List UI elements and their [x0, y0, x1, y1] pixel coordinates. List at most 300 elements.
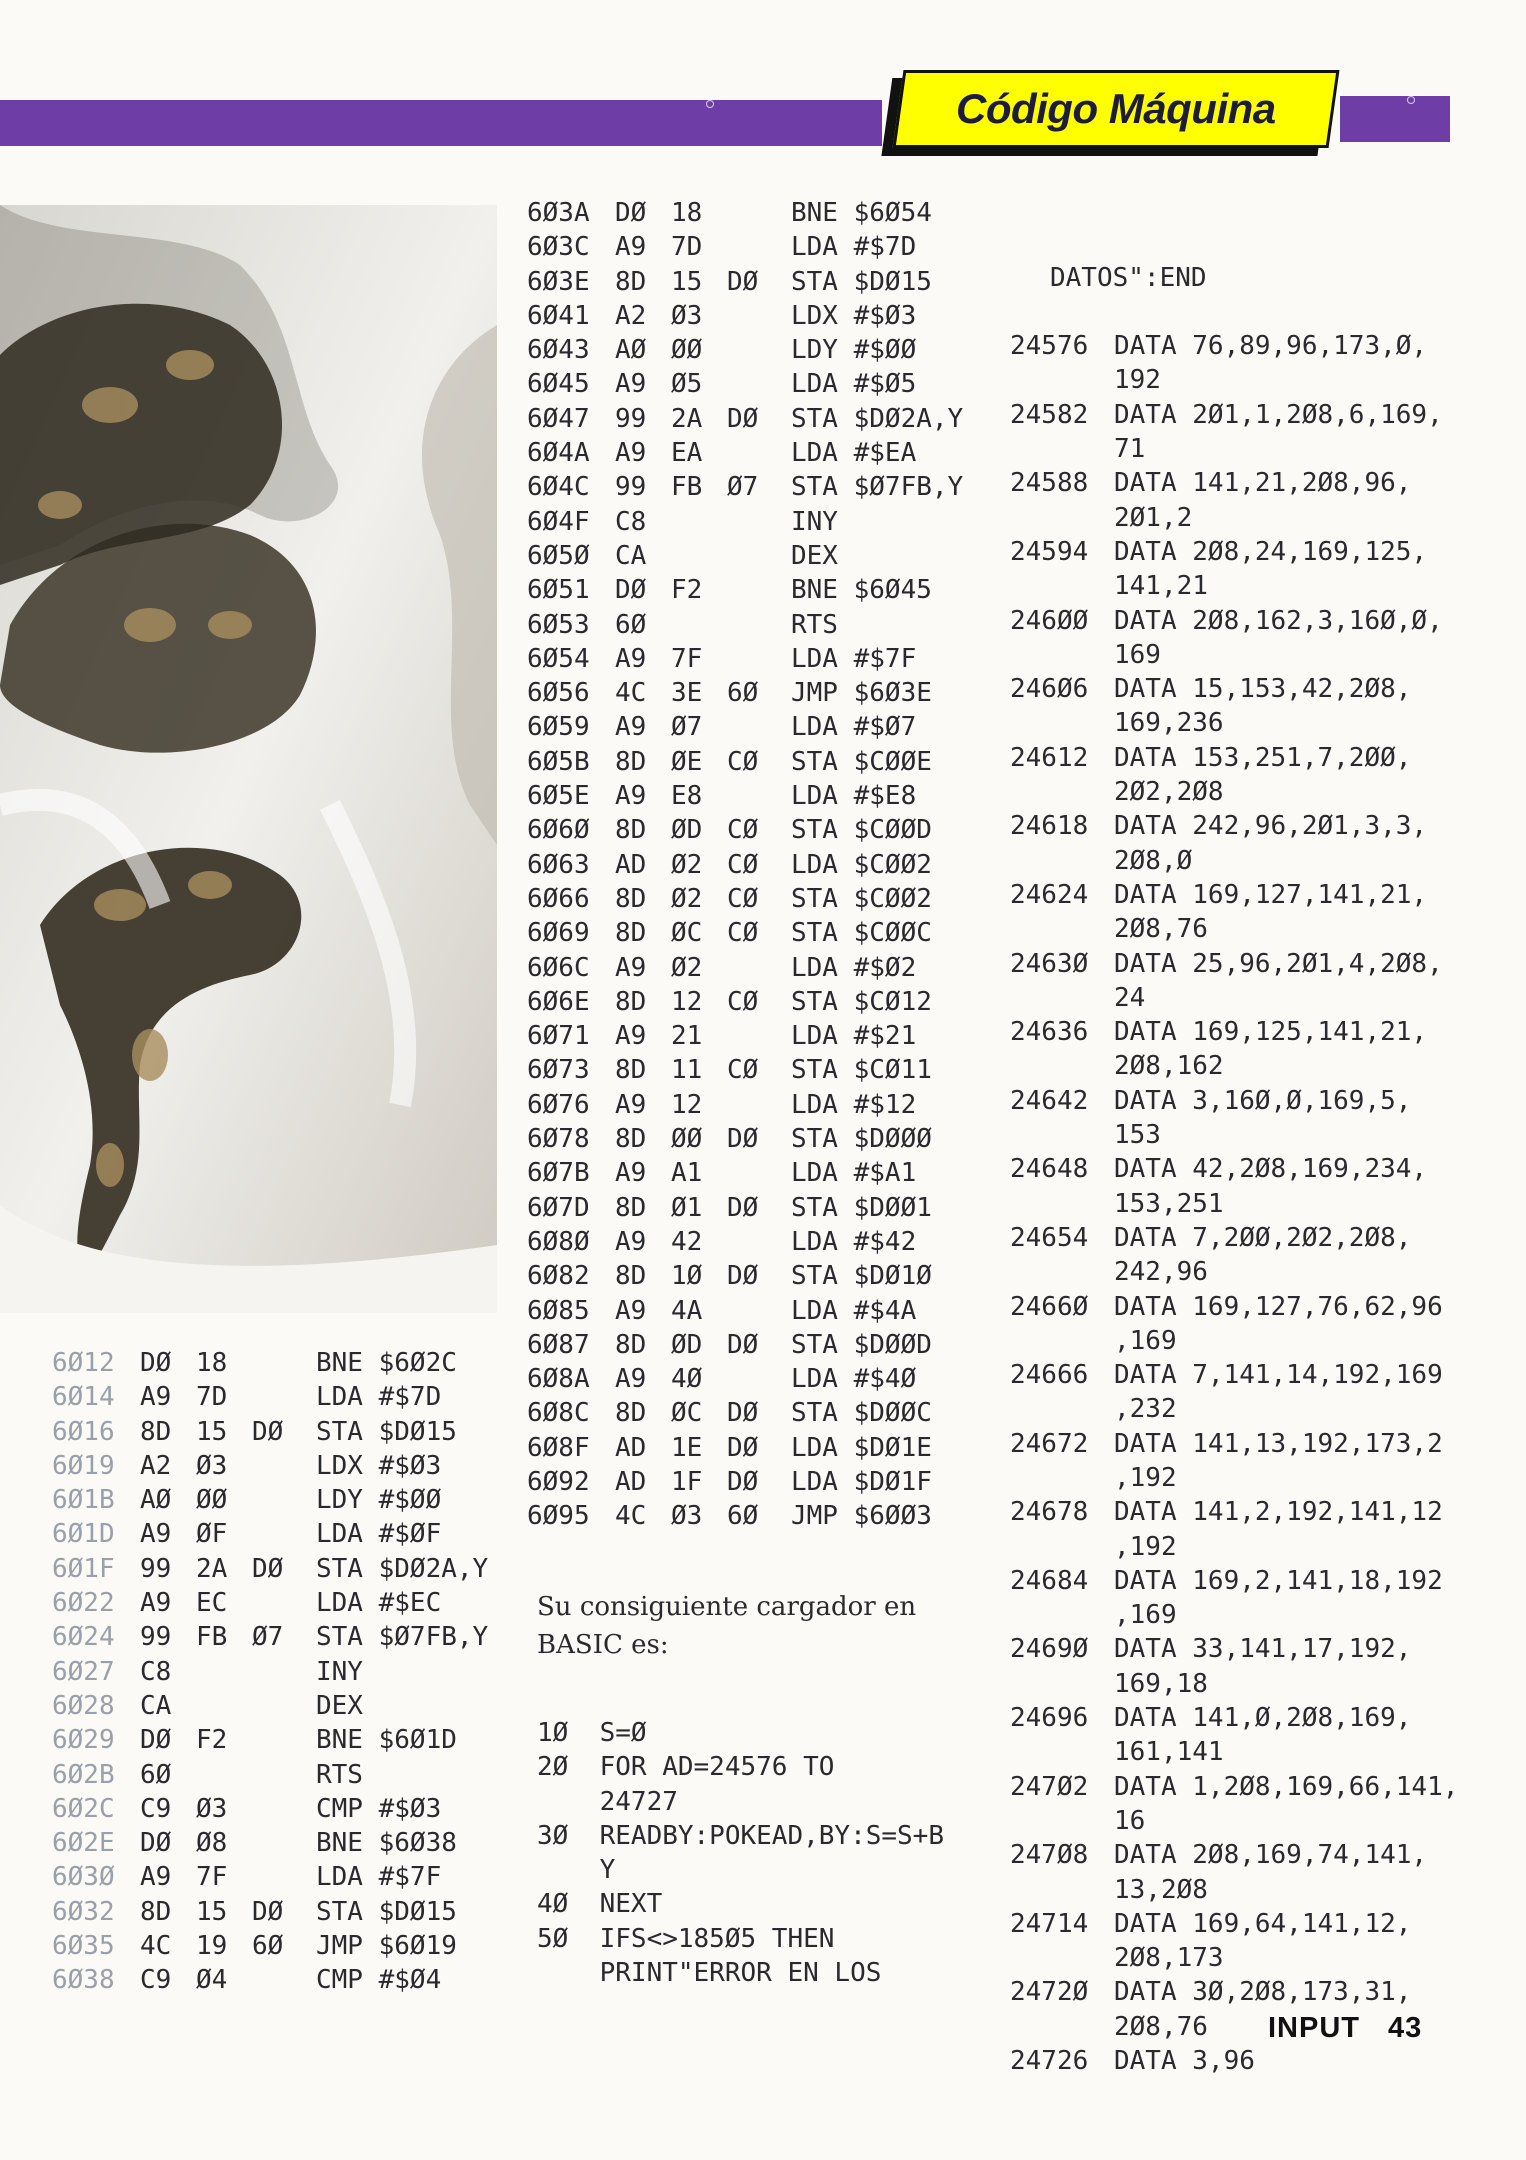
assembly-instruction: LDA #$Ø7 [791, 712, 917, 743]
opcode-byte: A9 [615, 781, 647, 812]
line-number: 247Ø8 [1010, 1840, 1089, 1871]
operand-byte: DØ [727, 1398, 759, 1429]
opcode-byte: A2 [140, 1450, 172, 1481]
data-line [1010, 1907, 1458, 1941]
line-number: 24726 [1010, 2046, 1089, 2077]
listing-row [52, 1826, 488, 1860]
data-values: 16 [1114, 1805, 1146, 1836]
address: 6Ø32 [52, 1896, 115, 1927]
data-line [1010, 1701, 1458, 1735]
opcode-byte: 8D [615, 746, 647, 777]
basic-line: Y [537, 1855, 616, 1886]
listing-row [527, 916, 963, 950]
data-values: DATA 169,127,141,21, [1114, 879, 1428, 910]
basic-line: 2Ø FOR AD=24576 TO [537, 1752, 835, 1783]
assembly-instruction: LDX #$Ø3 [316, 1450, 442, 1481]
assembly-instruction: STA $DØØØ [791, 1124, 932, 1155]
assembly-instruction: JMP $6ØØ3 [791, 1501, 932, 1532]
operand-byte: 15 [671, 266, 703, 297]
address: 6Ø92 [527, 1466, 590, 1497]
assembly-instruction: CMP #$Ø4 [316, 1965, 442, 1996]
operand-byte: ØØ [671, 1124, 703, 1155]
data-line [1010, 604, 1458, 638]
assembly-instruction: BNE $6Ø1D [316, 1725, 457, 1756]
listing-row [52, 1792, 488, 1826]
address: 6Ø29 [52, 1725, 115, 1756]
data-values: DATA 141,2,192,141,12 [1114, 1497, 1443, 1528]
listing-row [527, 1191, 963, 1225]
line-number: 24654 [1010, 1222, 1089, 1253]
operand-byte: ØØ [671, 335, 703, 366]
line-number: 246Ø6 [1010, 674, 1089, 705]
opcode-byte: A9 [140, 1588, 172, 1619]
data-line [1010, 1975, 1458, 2009]
line-number: 24612 [1010, 742, 1089, 773]
data-line [1010, 947, 1458, 981]
section-title-box [893, 70, 1340, 148]
data-line [1010, 569, 1458, 603]
listing-row [527, 642, 963, 676]
opcode-byte: 8D [615, 918, 647, 949]
address: 6Ø1D [52, 1519, 115, 1550]
operand-byte: 1Ø [671, 1261, 703, 1292]
listing-row [527, 848, 963, 882]
assembly-instruction: STA $DØØD [791, 1329, 932, 1360]
data-line [1010, 912, 1458, 946]
data-line [1010, 1564, 1458, 1598]
data-values: DATA 242,96,2Ø1,3,3, [1114, 811, 1428, 842]
listing-row [527, 1431, 963, 1465]
opcode-byte: C8 [615, 506, 647, 537]
data-values: 24 [1114, 982, 1146, 1013]
data-line [1010, 1255, 1458, 1289]
assembly-instruction: STA $Ø7FB,Y [791, 472, 964, 503]
listing-row [52, 1346, 488, 1380]
operand-byte: CØ [727, 1055, 759, 1086]
data-line [1010, 1392, 1458, 1426]
operand-byte: Ø5 [671, 369, 703, 400]
assembly-instruction: BNE $6Ø2C [316, 1348, 457, 1378]
data-line [1010, 1221, 1458, 1255]
address: 6Ø5Ø [527, 540, 590, 571]
listing-row [527, 505, 963, 539]
address: 6Ø5B [527, 746, 590, 777]
address: 6Ø3C [527, 232, 590, 263]
assembly-instruction: LDY #$ØØ [791, 335, 917, 366]
data-values: DATA 2Ø1,1,2Ø8,6,169, [1114, 399, 1443, 430]
listing-row [527, 470, 963, 504]
data-line [1010, 1187, 1458, 1221]
operand-byte: ØE [671, 746, 703, 777]
operand-byte: FB [196, 1622, 228, 1653]
listing-row [52, 1758, 488, 1792]
opcode-byte: A9 [615, 438, 647, 469]
operand-byte: EC [196, 1588, 228, 1619]
listing-row [527, 1294, 963, 1328]
data-line [1010, 1838, 1458, 1872]
line-number: 2466Ø [1010, 1291, 1089, 1322]
operand-byte: 1E [671, 1432, 703, 1463]
assembly-instruction: BNE $6Ø45 [791, 575, 932, 606]
opcode-byte: 8D [615, 1055, 647, 1086]
listing-row [527, 1362, 963, 1396]
data-values: 161,141 [1114, 1737, 1224, 1768]
data-line [1010, 363, 1458, 397]
data-line [1010, 1152, 1458, 1186]
operand-byte: 4A [671, 1295, 703, 1326]
address: 6Ø54 [527, 643, 590, 674]
assembly-instruction: LDA #$12 [791, 1089, 917, 1120]
data-values: DATA 3,16Ø,Ø,169,5, [1114, 1085, 1412, 1116]
operand-byte: 18 [671, 198, 703, 228]
operand-byte: 15 [196, 1896, 228, 1927]
data-values: 2Ø8,162 [1114, 1051, 1224, 1082]
address: 6Ø56 [527, 678, 590, 709]
opcode-byte: C8 [140, 1656, 172, 1687]
assembly-instruction: LDA #$Ø5 [791, 369, 917, 400]
address: 6Ø8F [527, 1432, 590, 1463]
data-values: DATA 33,141,17,192, [1114, 1634, 1412, 1665]
address: 6Ø14 [52, 1382, 115, 1413]
operand-byte: DØ [252, 1896, 284, 1927]
operand-byte: Ø2 [671, 952, 703, 983]
data-line [1010, 741, 1458, 775]
data-line [1010, 1667, 1458, 1701]
opcode-byte: A9 [615, 1364, 647, 1395]
opcode-byte: 6Ø [615, 609, 647, 640]
assembly-instruction: DEX [316, 1690, 363, 1721]
operand-byte: CØ [727, 815, 759, 846]
data-line [1010, 1049, 1458, 1083]
opcode-byte: A9 [615, 1158, 647, 1189]
line-number: 24684 [1010, 1565, 1089, 1596]
opcode-byte: DØ [615, 575, 647, 606]
assembly-instruction: LDA #$21 [791, 1021, 917, 1052]
address: 6Ø8C [527, 1398, 590, 1429]
operand-byte: 2A [196, 1553, 228, 1584]
address: 6Ø5E [527, 781, 590, 812]
opcode-byte: 99 [615, 472, 647, 503]
data-values: DATA 3Ø,2Ø8,173,31, [1114, 1977, 1412, 2008]
assembly-instruction: LDA $DØ1F [791, 1466, 932, 1497]
listing-row [527, 1019, 963, 1053]
address: 6Ø7B [527, 1158, 590, 1189]
data-line [1010, 329, 1458, 363]
address: 6Ø76 [527, 1089, 590, 1120]
assembly-instruction: RTS [316, 1759, 363, 1790]
listing-row [527, 196, 963, 230]
operand-byte: F2 [196, 1725, 228, 1756]
address: 6Ø53 [527, 609, 590, 640]
data-values: 2Ø2,2Ø8 [1114, 777, 1224, 808]
data-values: DATA 2Ø8,169,74,141, [1114, 1840, 1428, 1871]
address: 6Ø3Ø [52, 1862, 115, 1893]
assembly-instruction: LDA #$EC [316, 1588, 442, 1619]
listing-row [527, 1499, 963, 1533]
opcode-byte: 8D [615, 1329, 647, 1360]
address: 6Ø3A [527, 198, 590, 228]
data-line [1010, 1358, 1458, 1392]
opcode-byte: CA [140, 1690, 172, 1721]
stripe-dot [1407, 96, 1415, 104]
operand-byte: 12 [671, 1089, 703, 1120]
data-line [1010, 1530, 1458, 1564]
operand-byte: ØC [671, 1398, 703, 1429]
data-values: DATA 15,153,42,2Ø8, [1114, 674, 1412, 705]
line-number: 2463Ø [1010, 948, 1089, 979]
data-values: 2Ø8,76 [1114, 914, 1208, 945]
line-number: 24636 [1010, 1017, 1089, 1048]
operand-byte: Ø3 [671, 300, 703, 331]
assembly-instruction: LDA $DØ1E [791, 1432, 932, 1463]
opcode-byte: 6Ø [140, 1759, 172, 1790]
data-values: DATA 7,2ØØ,2Ø2,2Ø8, [1114, 1222, 1412, 1253]
opcode-byte: A9 [615, 369, 647, 400]
data-line [1010, 466, 1458, 500]
assembly-instruction: CMP #$Ø3 [316, 1793, 442, 1824]
data-line [1010, 1015, 1458, 1049]
opcode-byte: 4C [140, 1931, 172, 1962]
listing-row [52, 1586, 488, 1620]
listing-row [52, 1929, 488, 1963]
line-number: 24714 [1010, 1908, 1089, 1939]
line-number: 24642 [1010, 1085, 1089, 1116]
operand-byte: Ø2 [671, 849, 703, 880]
assembly-instruction: INY [316, 1656, 363, 1687]
assembly-instruction: STA $DØ15 [316, 1896, 457, 1927]
operand-byte: DØ [727, 1466, 759, 1497]
assembly-instruction: STA $CØØ2 [791, 883, 932, 914]
listing-row [52, 1963, 488, 1997]
operand-byte: Ø4 [196, 1965, 228, 1996]
opcode-byte: AD [615, 849, 647, 880]
address: 6Ø73 [527, 1055, 590, 1086]
data-continuation: DATOS":END [1050, 262, 1207, 293]
listing-row [527, 333, 963, 367]
listing-row [52, 1895, 488, 1929]
assembly-instruction: LDA #$ØF [316, 1519, 442, 1550]
opcode-byte: 8D [615, 883, 647, 914]
opcode-byte: 99 [615, 403, 647, 434]
address: 6Ø71 [527, 1021, 590, 1052]
address: 6Ø1B [52, 1485, 115, 1516]
line-number: 24648 [1010, 1154, 1089, 1185]
assembly-instruction: LDX #$Ø3 [791, 300, 917, 331]
listing-row [527, 539, 963, 573]
data-values: DATA 169,64,141,12, [1114, 1908, 1412, 1939]
data-values: DATA 153,251,7,2ØØ, [1114, 742, 1412, 773]
opcode-byte: 4C [615, 678, 647, 709]
address: 6Ø24 [52, 1622, 115, 1653]
opcode-byte: A9 [140, 1382, 172, 1413]
data-line [1010, 1941, 1458, 1975]
line-number: 24678 [1010, 1497, 1089, 1528]
operand-byte: DØ [252, 1553, 284, 1584]
assembly-instruction: LDA #$7F [791, 643, 917, 674]
operand-byte: 7D [671, 232, 703, 263]
operand-byte: 7F [671, 643, 703, 674]
data-line [1010, 1632, 1458, 1666]
data-line [1010, 1804, 1458, 1838]
data-values: ,192 [1114, 1462, 1177, 1493]
data-values: DATA 42,2Ø8,169,234, [1114, 1154, 1428, 1185]
opcode-byte: C9 [140, 1793, 172, 1824]
operand-byte: CØ [727, 918, 759, 949]
opcode-byte: A2 [615, 300, 647, 331]
operand-byte: 15 [196, 1416, 228, 1447]
line-number: 24582 [1010, 399, 1089, 430]
listing-row [527, 882, 963, 916]
basic-loader [537, 1716, 944, 1990]
listing-row [527, 1259, 963, 1293]
listing-row [527, 1396, 963, 1430]
assembly-instruction: STA $DØØC [791, 1398, 932, 1429]
listing-row [527, 1225, 963, 1259]
line-number: 247Ø2 [1010, 1771, 1089, 1802]
address: 6Ø78 [527, 1124, 590, 1155]
operand-byte: 4Ø [671, 1364, 703, 1395]
data-values: 141,21 [1114, 571, 1208, 602]
listing-row [527, 710, 963, 744]
line-number: 24576 [1010, 331, 1089, 362]
assembly-instruction: LDA #$7F [316, 1862, 442, 1893]
operand-byte: CØ [727, 746, 759, 777]
data-values: DATA 1,2Ø8,169,66,141, [1114, 1771, 1459, 1802]
data-line [1010, 1735, 1458, 1769]
assembly-instruction: STA $DØØ1 [791, 1192, 932, 1223]
opcode-byte: 8D [615, 815, 647, 846]
listing-row [527, 813, 963, 847]
data-values: 192 [1114, 365, 1161, 396]
operand-byte: 18 [196, 1348, 228, 1378]
assembly-instruction: LDA #$Ø2 [791, 952, 917, 983]
operand-byte: CØ [727, 986, 759, 1017]
assembly-instruction: LDA #$E8 [791, 781, 917, 812]
data-values: DATA 7,141,14,192,169 [1114, 1360, 1443, 1391]
data-values: DATA 2Ø8,162,3,16Ø,Ø, [1114, 605, 1443, 636]
assembly-instruction: LDA #$4Ø [791, 1364, 917, 1395]
assembly-instruction: STA $DØ2A,Y [316, 1553, 489, 1584]
data-line [1010, 1118, 1458, 1152]
data-values: DATA 76,89,96,173,Ø, [1114, 331, 1428, 362]
data-line [1010, 1461, 1458, 1495]
opcode-byte: A9 [140, 1862, 172, 1893]
opcode-byte: A9 [140, 1519, 172, 1550]
line-number: 24594 [1010, 536, 1089, 567]
address: 6Ø27 [52, 1656, 115, 1687]
address: 6Ø2C [52, 1793, 115, 1824]
operand-byte: Ø1 [671, 1192, 703, 1223]
opcode-byte: 8D [615, 986, 647, 1017]
data-values: 13,2Ø8 [1114, 1874, 1208, 1905]
line-number: 24618 [1010, 811, 1089, 842]
data-line [1010, 1770, 1458, 1804]
assembly-instruction: BNE $6Ø38 [316, 1828, 457, 1859]
address: 6Ø4A [527, 438, 590, 469]
snake-photo-image [0, 205, 497, 1313]
listing-row [527, 402, 963, 436]
operand-byte: ØØ [196, 1485, 228, 1516]
data-line [1010, 1495, 1458, 1529]
listing-row [52, 1552, 488, 1586]
listing-row [527, 367, 963, 401]
opcode-byte: A9 [615, 643, 647, 674]
assembly-instruction: LDA #$4A [791, 1295, 917, 1326]
data-values: ,232 [1114, 1394, 1177, 1425]
operand-byte: Ø7 [671, 712, 703, 743]
address: 6Ø43 [527, 335, 590, 366]
address: 6Ø1F [52, 1553, 115, 1584]
data-values: 169 [1114, 639, 1161, 670]
basic-line: 24727 [537, 1786, 678, 1817]
listing-row [527, 230, 963, 264]
operand-byte: Ø2 [671, 883, 703, 914]
data-values: 153,251 [1114, 1188, 1224, 1219]
address: 6Ø66 [527, 883, 590, 914]
data-values: 2Ø8,Ø [1114, 845, 1193, 876]
data-line [1010, 2044, 1458, 2078]
operand-byte: 6Ø [252, 1931, 284, 1962]
basic-line: 4Ø NEXT [537, 1889, 663, 1920]
listing-row [52, 1517, 488, 1551]
operand-byte: 19 [196, 1931, 228, 1962]
operand-byte: E8 [671, 781, 703, 812]
listing-bottom-left [52, 1346, 488, 1998]
listing-row [52, 1689, 488, 1723]
operand-byte: FB [671, 472, 703, 503]
listing-row [527, 265, 963, 299]
listing-row [52, 1723, 488, 1757]
line-number: 24696 [1010, 1703, 1089, 1734]
address: 6Ø35 [52, 1931, 115, 1962]
operand-byte: DØ [727, 1329, 759, 1360]
loader-intro: Su consiguiente cargador en BASIC es: [537, 1592, 917, 1660]
address: 6Ø6C [527, 952, 590, 983]
line-number: 246ØØ [1010, 605, 1089, 636]
data-line [1010, 775, 1458, 809]
data-line [1010, 1873, 1458, 1907]
section-title: Código Máquina [956, 85, 1276, 132]
assembly-instruction: BNE $6Ø54 [791, 198, 932, 228]
address: 6Ø2E [52, 1828, 115, 1859]
opcode-byte: DØ [140, 1725, 172, 1756]
assembly-instruction: LDA #$EA [791, 438, 917, 469]
operand-byte: ØC [671, 918, 703, 949]
operand-byte: 3E [671, 678, 703, 709]
line-number: 24588 [1010, 468, 1089, 499]
assembly-instruction: STA $CØØD [791, 815, 932, 846]
listing-middle [527, 196, 963, 1534]
address: 6Ø19 [52, 1450, 115, 1481]
assembly-instruction: LDA $CØØ2 [791, 849, 932, 880]
operand-byte: ØD [671, 815, 703, 846]
opcode-byte: A9 [615, 1226, 647, 1257]
opcode-byte: 8D [615, 1192, 647, 1223]
operand-byte: Ø3 [671, 1501, 703, 1532]
address: 6Ø95 [527, 1501, 590, 1532]
opcode-byte: 8D [140, 1416, 172, 1447]
data-line [1010, 809, 1458, 843]
address: 6Ø82 [527, 1261, 590, 1292]
listing-row [52, 1860, 488, 1894]
operand-byte: DØ [727, 1261, 759, 1292]
data-line [1010, 1084, 1458, 1118]
data-line [1010, 638, 1458, 672]
data-values: DATA 141,Ø,2Ø8,169, [1114, 1703, 1412, 1734]
listing-row [527, 1465, 963, 1499]
opcode-byte: 99 [140, 1553, 172, 1584]
assembly-instruction: STA $CØØE [791, 746, 932, 777]
